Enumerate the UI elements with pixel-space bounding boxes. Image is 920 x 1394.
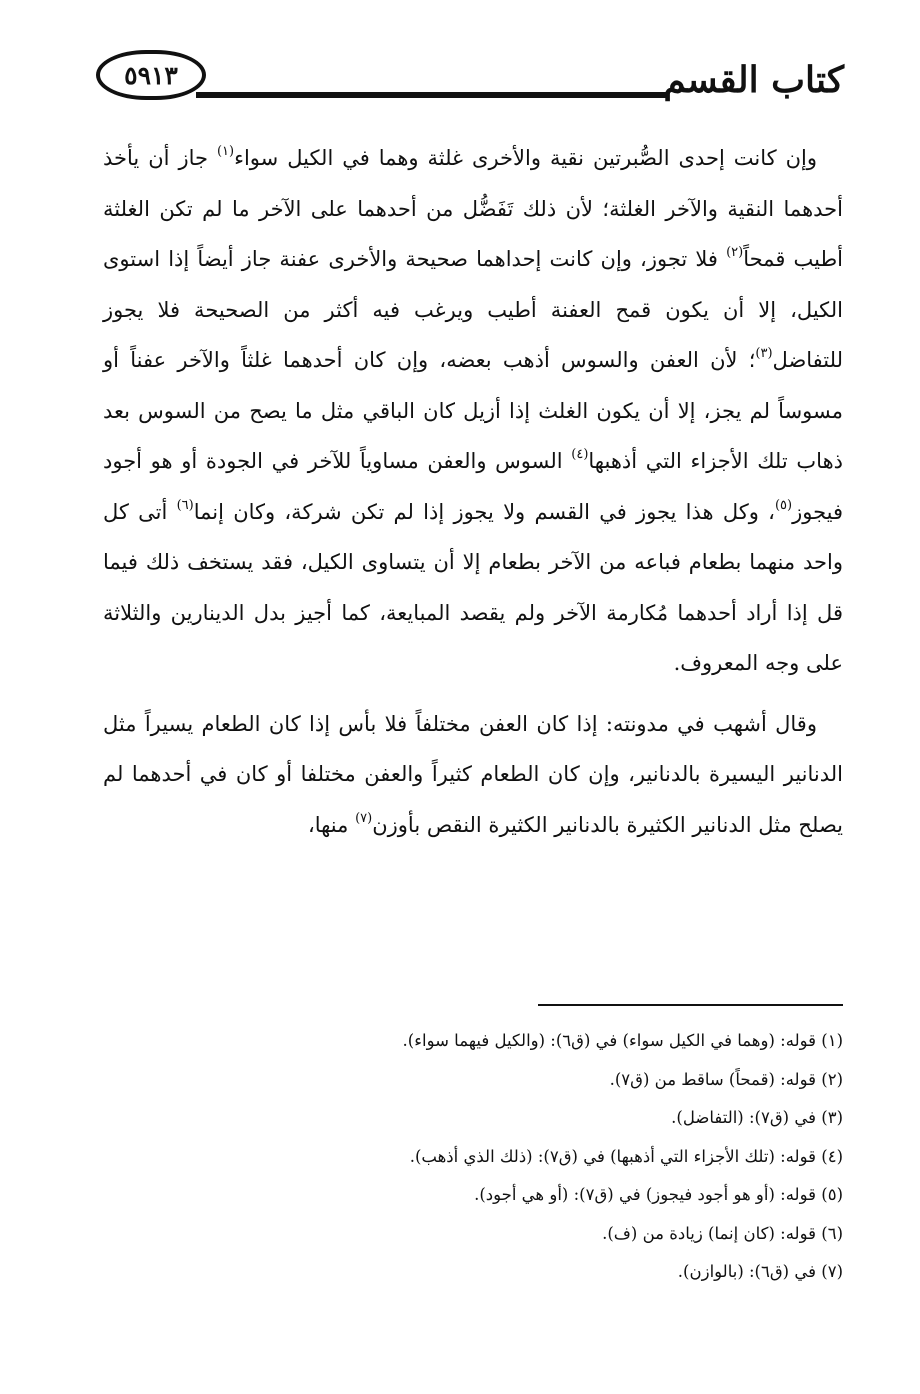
text-run: وقال أشهب في مدونته: إذا كان العفن مختلفاً فلا بأس إذا كان الطعام يسيراً مثل الدنانير اليسيرة بالدنانير، وإن كان الطعام كثيراً والعفن مختلفا أو كان في أحدهما لم يصلح مثل الدنانير الكثيرة بالدنانير الكثيرة النقص بأوزن <box>103 711 843 837</box>
page-number: ٥٩١٣ <box>96 50 206 100</box>
footnote-marker: (١) <box>216 144 235 159</box>
footnote-5: (٥) قوله: (أو هو أجود فيجوز) في (ق٧): (أو هي أجود). <box>474 1185 843 1204</box>
footnote-6: (٦) قوله: (كان إنما) زيادة من (ف). <box>602 1223 843 1243</box>
footnote-7: (٧) في (ق٦): (بالوازن). <box>677 1262 843 1281</box>
paragraph-1 <box>103 133 843 689</box>
text-run: جاز أن يأخذ أحدهما النقية والآخر الغلثة؛ لأن ذلك تَفَضُّل من أحدهما على الآخر ما لم تكن الغلثة أطيب قمحاً <box>103 146 843 271</box>
footnote-3: (٣) في (ق٧): (التفاضل). <box>671 1108 843 1127</box>
page-header <box>96 40 844 112</box>
paragraph-2 <box>103 699 843 851</box>
text-run: منها، <box>307 812 356 837</box>
body-text <box>103 133 843 850</box>
text-run: ، وكل هذا يجوز في القسم ولا يجوز إذا لم تكن شركة، وكان إنما <box>193 499 775 524</box>
footnote-2: (٢) قوله: (قمحاً) ساقط من (ق٧). <box>609 1069 843 1089</box>
footnote-marker: (٧) <box>355 810 373 826</box>
text-run: أتى كل واحد منهما بطعام فباعه من الآخر بطعام إلا أن يتساوى الكيل، فقد يستخف ذلك فيما قل إذا أراد أحدهما مُكارمة الآخر ولم يقصد المبايعة، كما أجيز بدل الدينارين والثلاثة على وجه المعروف. <box>103 499 843 675</box>
footnote-marker: (٥) <box>774 497 793 513</box>
footnote-marker: (٣) <box>755 346 773 361</box>
footnote-1: (١) قوله: (وهما في الكيل سواء) في (ق٦): (والكيل فيهما سواء). <box>402 1031 843 1050</box>
footnote-4: (٤) قوله: (تلك الأجزاء التي أذهبها) في (ق٧): (ذلك الذي أذهب). <box>409 1146 843 1166</box>
footnote-divider <box>538 1004 843 1006</box>
footnote-marker: (٤) <box>571 447 589 462</box>
footnote-marker: (٦) <box>176 497 194 513</box>
header-rule <box>196 92 669 98</box>
text-run: السوس والعفن مساوياً للآخر في الجودة أو هو أجود فيجوز <box>103 449 843 524</box>
chapter-title: كتاب القسم <box>663 59 844 101</box>
footnotes <box>103 1022 843 1292</box>
text-run: وإن كانت إحدى الصُّبرتين نقية والأخرى غلثة وهما في الكيل سواء <box>234 146 817 170</box>
text-run: ؛ لأن العفن والسوس أذهب بعضه، وإن كان أحدهما غلثاً والآخر عفناً أو مسوساً لم يجز، إلا أن يكون الغلث إذا أزيل كان الباقي مثل ما يصح من السوس بعد ذهاب تلك الأجزاء التي أذهبها <box>103 348 843 473</box>
footnote-marker: (٢) <box>726 245 744 260</box>
text-run: فلا تجوز، وإن كانت إحداهما صحيحة والأخرى عفنة جاز أيضاً إذا استوى الكيل، إلا أن يكون قمح العفنة أطيب ويرغب فيه أكثر من الصحيحة فلا يجوز للتفاضل <box>103 247 843 372</box>
